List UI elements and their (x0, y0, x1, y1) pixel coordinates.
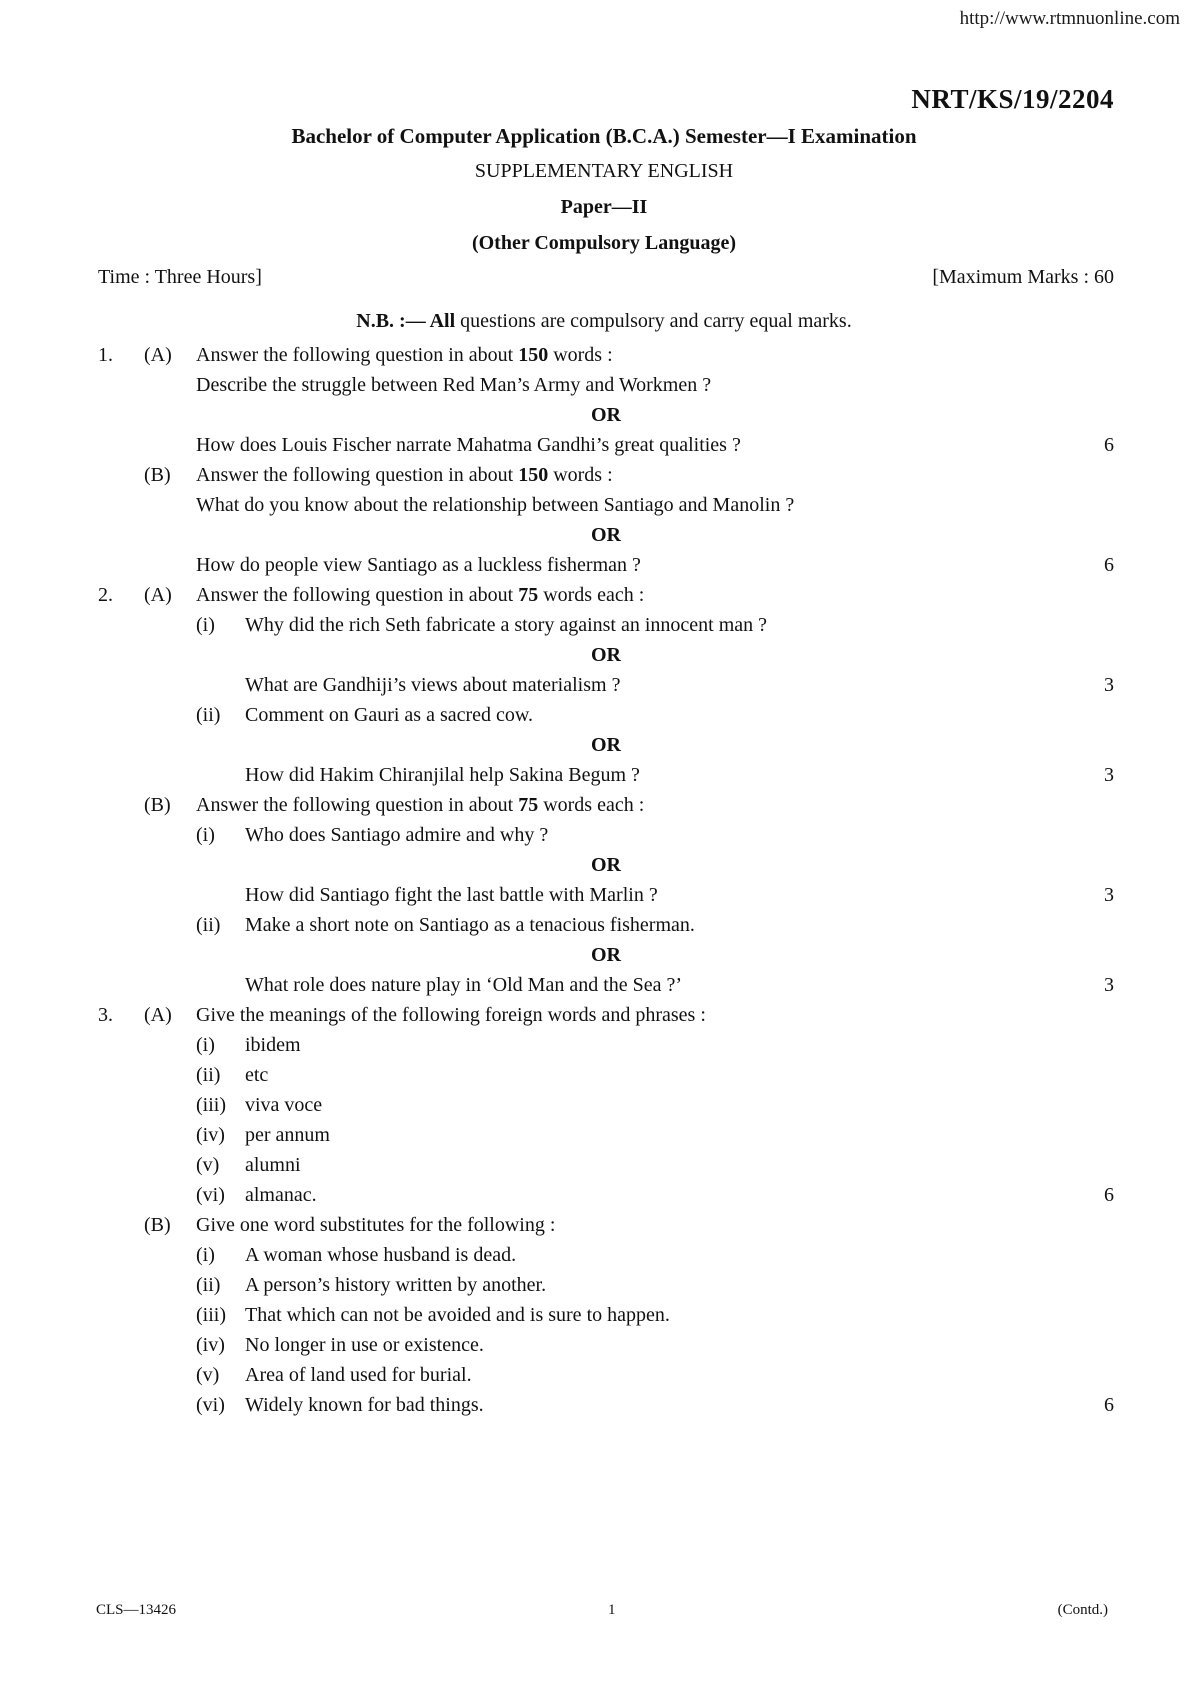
exam-duration: Time : Three Hours] (98, 266, 262, 288)
q2b-instruction-row (0, 794, 1200, 826)
item-text: ibidem (245, 1034, 301, 1056)
or-separator: OR (591, 854, 621, 876)
item-text: A person’s history written by another. (245, 1274, 547, 1296)
list-item (0, 1034, 1200, 1066)
marks-value: 6 (1104, 434, 1114, 456)
list-item (0, 1124, 1200, 1156)
exam-title: Bachelor of Computer Application (B.C.A.) Semester—I Examination (291, 124, 917, 148)
section-label: (A) (144, 584, 172, 606)
sub-number: (ii) (196, 1064, 221, 1086)
section-label: (B) (144, 464, 171, 486)
marks-value: 3 (1104, 674, 1114, 696)
marks-value: 3 (1104, 884, 1114, 906)
item-text: almanac. (245, 1184, 317, 1206)
question-row (0, 674, 1200, 706)
item-text: Widely known for bad things. (245, 1394, 484, 1416)
instruction-text: Answer the following question in about 150 words : (196, 344, 613, 366)
maximum-marks: [Maximum Marks : 60 (932, 266, 1114, 288)
item-text: Area of land used for burial. (245, 1364, 472, 1386)
sub-number: (v) (196, 1154, 220, 1176)
question-text: Make a short note on Santiago as a tenacious fisherman. (245, 914, 695, 936)
item-text: A woman whose husband is dead. (245, 1244, 517, 1266)
marks-value: 3 (1104, 974, 1114, 996)
question-row (0, 434, 1200, 466)
question-row (0, 494, 1200, 526)
question-text: What are Gandhiji’s views about materialism ? (245, 674, 621, 696)
q1a-instruction-row (0, 344, 1200, 376)
list-item (0, 1304, 1200, 1336)
question-text: Why did the rich Seth fabricate a story against an innocent man ? (245, 614, 768, 636)
list-item (0, 1154, 1200, 1186)
question-row (0, 374, 1200, 406)
or-separator: OR (591, 524, 621, 546)
question-text: What role does nature play in ‘Old Man and the Sea ?’ (245, 974, 683, 996)
list-item (0, 1334, 1200, 1366)
question-text: Comment on Gauri as a sacred cow. (245, 704, 534, 726)
subject-title: SUPPLEMENTARY ENGLISH (474, 160, 734, 182)
list-item (0, 1244, 1200, 1276)
item-text: per annum (245, 1124, 330, 1146)
sub-number: (i) (196, 614, 215, 636)
question-text: How did Hakim Chiranjilal help Sakina Begum ? (245, 764, 640, 786)
question-text: How did Santiago fight the last battle with Marlin ? (245, 884, 658, 906)
item-text: No longer in use or existence. (245, 1334, 484, 1356)
question-text: How does Louis Fischer narrate Mahatma Gandhi’s great qualities ? (196, 434, 741, 456)
list-item (0, 1274, 1200, 1306)
paper-code: NRT/KS/19/2204 (911, 84, 1114, 114)
or-separator: OR (591, 944, 621, 966)
paper-category: (Other Compulsory Language) (471, 232, 737, 254)
question-row (0, 764, 1200, 796)
marks-value: 6 (1104, 1184, 1114, 1206)
list-item (0, 1064, 1200, 1096)
sub-number: (vi) (196, 1184, 225, 1206)
question-row (0, 914, 1200, 946)
source-url[interactable]: http://www.rtmnuonline.com (959, 8, 1180, 29)
list-item (0, 1094, 1200, 1126)
instruction-text: Give one word substitutes for the following : (196, 1214, 556, 1236)
question-number: 1. (98, 344, 113, 366)
or-separator: OR (591, 644, 621, 666)
question-text: Who does Santiago admire and why ? (245, 824, 549, 846)
paper-number: Paper—II (560, 196, 648, 218)
or-separator: OR (591, 734, 621, 756)
sub-number: (v) (196, 1364, 220, 1386)
question-row (0, 884, 1200, 916)
item-text: alumni (245, 1154, 301, 1176)
instruction-text: Answer the following question in about 75 words each : (196, 794, 645, 816)
marks-value: 3 (1104, 764, 1114, 786)
list-item (0, 1184, 1200, 1216)
item-text: That which can not be avoided and is sure to happen. (245, 1304, 670, 1326)
question-row (0, 554, 1200, 586)
marks-value: 6 (1104, 1394, 1114, 1416)
sub-number: (i) (196, 1034, 215, 1056)
nb-text: questions are compulsory and carry equal marks. (455, 310, 852, 332)
instructions-note (0, 310, 1200, 333)
q3a-instruction-row (0, 1004, 1200, 1036)
q2a-instruction-row (0, 584, 1200, 616)
marks-value: 6 (1104, 554, 1114, 576)
sub-number: (i) (196, 824, 215, 846)
sub-number: (iii) (196, 1094, 226, 1116)
sub-number: (ii) (196, 704, 221, 726)
question-text: How do people view Santiago as a luckless fisherman ? (196, 554, 641, 576)
question-number: 3. (98, 1004, 113, 1026)
footer-code: CLS—13426 (96, 1602, 177, 1618)
sub-number: (iv) (196, 1334, 225, 1356)
section-label: (B) (144, 1214, 171, 1236)
q3b-instruction-row (0, 1214, 1200, 1246)
instruction-text: Give the meanings of the following foreign words and phrases : (196, 1004, 706, 1026)
sub-number: (vi) (196, 1394, 225, 1416)
section-label: (A) (144, 344, 172, 366)
question-text: What do you know about the relationship between Santiago and Manolin ? (196, 494, 795, 516)
section-label: (A) (144, 1004, 172, 1026)
sub-number: (iii) (196, 1304, 226, 1326)
instruction-text: Answer the following question in about 75 words each : (196, 584, 645, 606)
sub-number: (ii) (196, 914, 221, 936)
sub-number: (iv) (196, 1124, 225, 1146)
question-row (0, 974, 1200, 1006)
list-item (0, 1364, 1200, 1396)
nb-label: N.B. :— All (356, 310, 456, 332)
or-separator: OR (591, 404, 621, 426)
q1b-instruction-row (0, 464, 1200, 496)
sub-number: (i) (196, 1244, 215, 1266)
item-text: viva voce (245, 1094, 323, 1116)
continued-label: (Contd.) (1057, 1602, 1108, 1618)
question-row (0, 704, 1200, 736)
question-row (0, 824, 1200, 856)
section-label: (B) (144, 794, 171, 816)
instruction-text: Answer the following question in about 150 words : (196, 464, 613, 486)
question-text: Describe the struggle between Red Man’s Army and Workmen ? (196, 374, 712, 396)
page-number: 1 (608, 1602, 616, 1618)
question-number: 2. (98, 584, 113, 606)
sub-number: (ii) (196, 1274, 221, 1296)
list-item (0, 1394, 1200, 1426)
question-row (0, 614, 1200, 646)
item-text: etc (245, 1064, 269, 1086)
